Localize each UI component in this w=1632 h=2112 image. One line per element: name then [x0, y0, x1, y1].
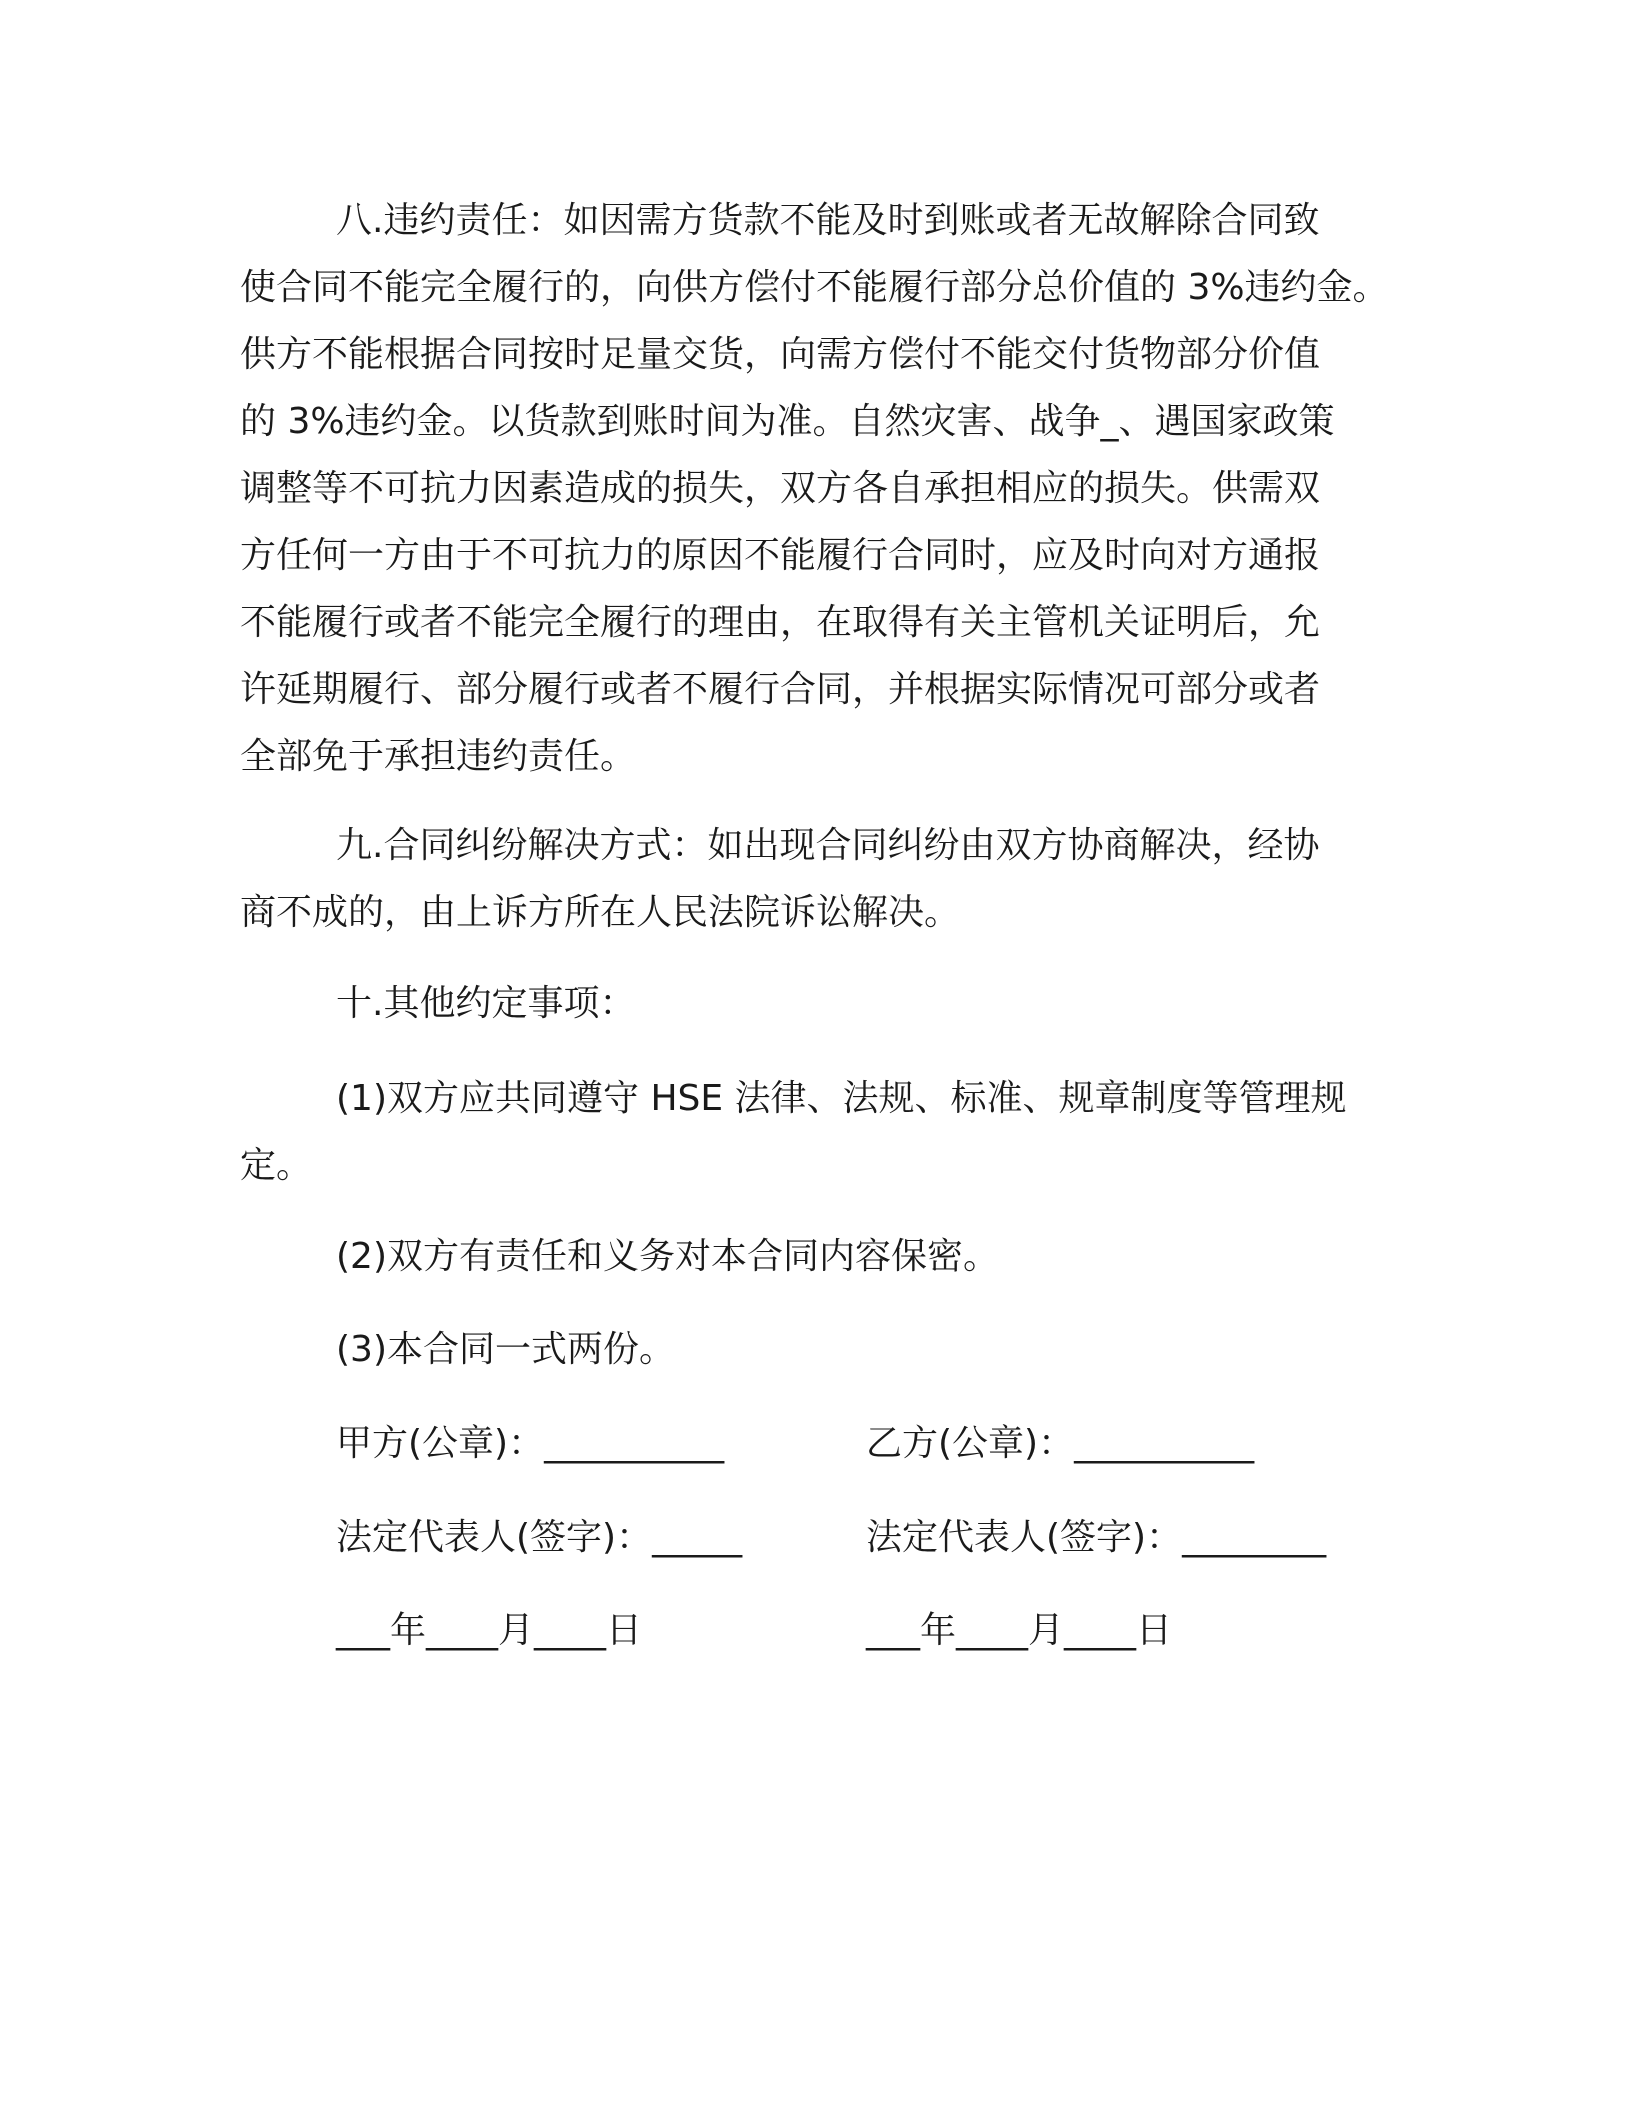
clause-9-paragraph [240, 812, 1380, 946]
clause-8-line: 八.违约责任：如因需方货款不能及时到账或者无故解除合同致 [336, 200, 1320, 241]
clause-8-line: 不能履行或者不能完全履行的理由，在取得有关主管机关证明后，允 [240, 602, 1321, 643]
clause-8-line: 供方不能根据合同按时足量交货，向需方偿付不能交付货物部分价值 [240, 334, 1321, 375]
clause-8-line: 全部免于承担违约责任。 [240, 736, 637, 777]
signature-seal-row [0, 1414, 1632, 1474]
clause-8-line: 许延期履行、部分履行或者不履行合同，并根据实际情况可部分或者 [240, 669, 1321, 710]
clause-10-item-2 [240, 1223, 1380, 1290]
clause-10-item-2-text: (2)双方有责任和义务对本合同内容保密。 [336, 1236, 999, 1277]
signature-date-row [0, 1601, 1632, 1661]
clause-10-item-3-text: (3)本合同一式两份。 [336, 1329, 675, 1370]
party-a-representative-field: 法定代表人(签字)：_____ [336, 1517, 743, 1558]
party-a-seal-field: 甲方(公章)：__________ [336, 1423, 725, 1464]
clause-8-line: 的 3%违约金。以货款到账时间为准。自然灾害、战争_、遇国家政策 [240, 401, 1335, 442]
clause-10-item-1 [240, 1065, 1380, 1199]
clause-10-heading-text: 十.其他约定事项： [336, 983, 636, 1024]
clause-8-paragraph [240, 187, 1389, 790]
clause-9-line: 商不成的，由上诉方所在人民法院诉讼解决。 [240, 892, 961, 933]
party-b-seal-field: 乙方(公章)：__________ [866, 1423, 1255, 1464]
clause-10-heading [240, 970, 1380, 1037]
clause-8-line: 调整等不可抗力因素造成的损失，双方各自承担相应的损失。供需双 [240, 468, 1321, 509]
party-b-date-field: ___年____月____日 [866, 1610, 1173, 1651]
clause-8-line: 使合同不能完全履行的，向供方偿付不能履行部分总价值的 3%违约金。 [240, 267, 1389, 308]
clause-9-line: 九.合同纠纷解决方式：如出现合同纠纷由双方协商解决，经协 [336, 825, 1320, 866]
clause-10-item-3 [240, 1316, 1380, 1383]
signature-representative-row [0, 1508, 1632, 1568]
clause-8-line: 方任何一方由于不可抗力的原因不能履行合同时，应及时向对方通报 [240, 535, 1321, 576]
clause-10-item-1-line: (1)双方应共同遵守 HSE 法律、法规、标准、规章制度等管理规 [336, 1078, 1347, 1119]
party-b-representative-field: 法定代表人(签字)：________ [866, 1517, 1327, 1558]
clause-10-item-1-line: 定。 [240, 1145, 313, 1186]
party-a-date-field: ___年____月____日 [336, 1610, 643, 1651]
